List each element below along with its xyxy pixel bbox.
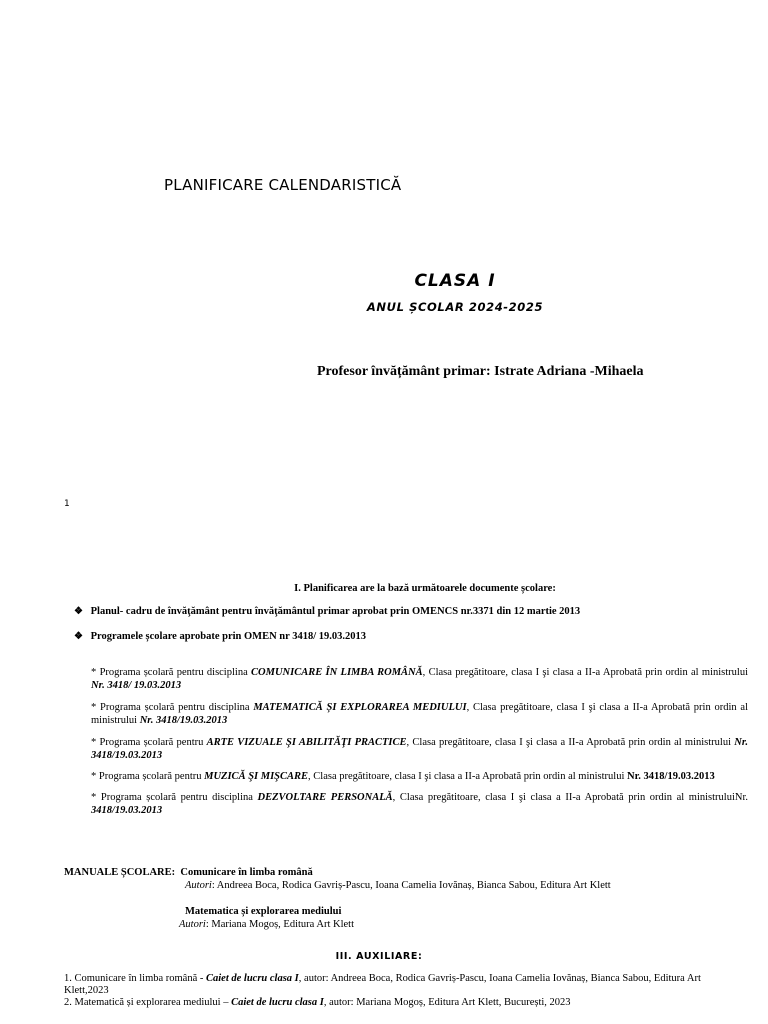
program-order: Nr. 3418/19.03.2013 <box>91 737 748 761</box>
school-year: ANUL ȘCOLAR 2024-2025 <box>366 300 544 314</box>
bullet-text: Planul- cadru de învăţământ pentru învăţământul primar aprobat prin OMENCS nr.3371 din 12 martie 2013 <box>90 606 581 617</box>
program-subject: ARTE VIZUALE ŞI ABILITĂŢI PRACTICE <box>206 737 407 748</box>
program-order: Nr. 3418/19.03.2013 <box>627 771 715 782</box>
manual-subject: Comunicare în limba română <box>180 867 313 878</box>
auxiliary-title: Caiet de lucru clasa I <box>231 997 324 1008</box>
bullet-text: Programele școlare aprobate prin OMEN nr 3418/ 19.03.2013 <box>90 631 367 642</box>
program-subject: DEZVOLTARE PERSONALĂ <box>257 792 393 803</box>
manual-authors: Autori: Mariana Mogoș, Editura Art Klett <box>179 919 354 930</box>
program-item: * Programa școlară pentru disciplina MATEMATICĂ ȘI EXPLORAREA MEDIULUI, Clasa pregătitoare, clasa I şi clasa a II-a Aprobată prin ordin al ministrului Nr. 3418/19.03.2013 <box>91 702 748 726</box>
manual-subject: Matematica și explorarea mediului <box>185 906 342 917</box>
program-item: * Programa școlară pentru disciplina COMUNICARE ÎN LIMBA ROMÂNĂ, Clasa pregătitoare, clasa I şi clasa a II-a Aprobată prin ordin al ministrului Nr. 3418/ 19.03.2013 <box>91 667 748 691</box>
page-number: 1 <box>64 499 70 509</box>
program-item: * Programa școlară pentru disciplina DEZVOLTARE PERSONALĂ, Clasa pregătitoare, clasa I şi clasa a II-a Aprobată prin ordin al ministruluiNr. 3418/19.03.2013 <box>91 792 748 816</box>
program-subject: MUZICĂ ŞI MIŞCARE <box>204 771 309 782</box>
bullet-item <box>74 631 366 642</box>
class-label: CLASA I <box>414 271 496 291</box>
manuals-row <box>64 867 313 878</box>
auxiliaries-heading: III. AUXILIARE: <box>335 951 423 962</box>
manuals-label: MANUALE ȘCOLARE: <box>64 867 176 878</box>
bullet-item <box>74 606 580 617</box>
document-title: PLANIFICARE CALENDARISTICĂ <box>164 176 402 194</box>
section-heading: I. Planificarea are la bază următoarele documente școlare: <box>294 583 556 594</box>
diamond-bullet-icon: ❖ <box>74 606 83 617</box>
program-item: * Programa școlară pentru MUZICĂ ŞI MIŞCARE, Clasa pregătitoare, clasa I şi clasa a II-a Aprobată prin ordin al ministrului Nr. 3418/19.03.2013 <box>91 771 715 782</box>
diamond-bullet-icon: ❖ <box>74 631 83 642</box>
auxiliary-item: 1. Comunicare în limba română - Caiet de lucru clasa I, autor: Andreea Boca, Rodica Gavriș-Pascu, Ioana Camelia Iovănaș, Bianca Sabou, Editura Art Klett,2023 <box>64 973 701 996</box>
program-subject: COMUNICARE ÎN LIMBA ROMÂNĂ <box>251 667 423 678</box>
teacher-name: Profesor învățământ primar: Istrate Adriana -Mihaela <box>317 364 644 379</box>
manual-authors: Autori: Andreea Boca, Rodica Gavriș-Pascu, Ioana Camelia Iovănaș, Bianca Sabou, Editura Art Klett <box>185 880 611 891</box>
program-order: Nr. 3418/19.03.2013 <box>139 715 228 726</box>
auxiliary-title: Caiet de lucru clasa I <box>206 973 299 984</box>
program-order: Nr. 3418/ 19.03.2013 <box>91 680 182 691</box>
program-subject: MATEMATICĂ ȘI EXPLORAREA MEDIULUI <box>253 702 467 713</box>
program-order: 3418/19.03.2013 <box>91 805 163 816</box>
auxiliary-item: 2. Matematică și explorarea mediului – Caiet de lucru clasa I, autor: Mariana Mogoș, Editura Art Klett, București, 2023 <box>64 997 571 1008</box>
program-item: * Programa școlară pentru ARTE VIZUALE ŞI ABILITĂŢI PRACTICE, Clasa pregătitoare, clasa I şi clasa a II-a Aprobată prin ordin al ministrului Nr. 3418/19.03.2013 <box>91 737 748 761</box>
